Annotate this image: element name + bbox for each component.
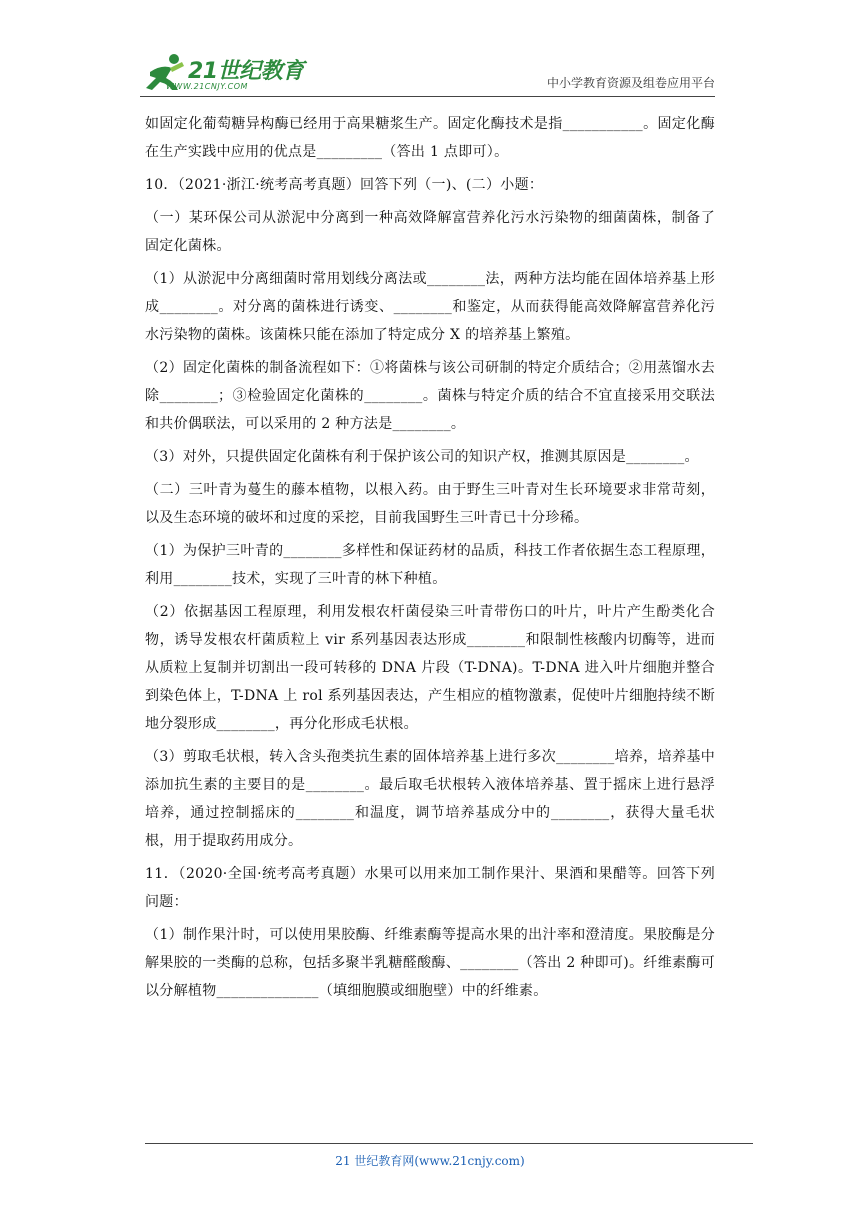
paragraph: （二）三叶青为蔓生的藤本植物，以根入药。由于野生三叶青对生长环境要求非常苛刻，以及生态环境的破坏和过度的采挖，目前我国野生三叶青已十分珍稀。: [145, 482, 715, 526]
logo-text: 21世纪教育: [188, 59, 304, 84]
header-title: 中小学教育资源及组卷应用平台: [546, 76, 715, 90]
paragraph: （2）固定化菌株的制备流程如下：①将菌株与该公司研制的特定介质结合；②用蒸馏水去除________；③检验固定化菌株的________。菌株与特定介质的结合不宜直接采用交联法和共价偶联法，可以采用的 2 种方法是________。: [145, 360, 715, 432]
paragraph: （1）为保护三叶青的________多样性和保证药材的品质，科技工作者依据生态工程原理，利用________技术，实现了三叶青的林下种植。: [145, 543, 715, 587]
footer-divider: [145, 1143, 753, 1144]
paragraph: （一）某环保公司从淤泥中分离到一种高效降解富营养化污水污染物的细菌菌株，制备了固定化菌株。: [145, 210, 715, 254]
paragraph: 如固定化葡萄糖异构酶已经用于高果糖浆生产。固定化酶技术是指___________。固定化酶在生产实践中应用的优点是_________（答出 1 点即可）。: [145, 116, 715, 160]
paragraph: （1）制作果汁时，可以使用果胶酶、纤维素酶等提高水果的出汁率和澄清度。果胶酶是分解果胶的一类酶的总称，包括多聚半乳糖醛酸酶、________（答出 2 种即可)。纤维素酶可以分解植物______________（填细胞膜或细胞壁）中的纤维素。: [145, 927, 715, 999]
header-divider: [140, 96, 715, 97]
logo-url: WWW.21CNJY.COM: [166, 82, 248, 91]
question-heading: 10．（2021·浙江·统考高考真题）回答下列（一)、(二）小题：: [145, 177, 544, 193]
paragraph: （3）对外，只提供固定化菌株有利于保护该公司的知识产权，推测其原因是________。: [145, 449, 699, 465]
document-body: [145, 110, 715, 1010]
footer-link[interactable]: 21 世纪教育网(www.21cnjy.com): [335, 1154, 525, 1168]
paragraph: （3）剪取毛状根，转入含头孢类抗生素的固体培养基上进行多次________培养，培养基中添加抗生素的主要目的是________。最后取毛状根转入液体培养基、置于摇床上进行悬浮培养，通过控制摇床的________和温度，调节培养基成分中的________，获得大量毛状根，用于提取药用成分。: [145, 749, 715, 849]
page-header: [140, 50, 715, 96]
paragraph: （2）依据基因工程原理，利用发根农杆菌侵染三叶青带伤口的叶片，叶片产生酚类化合物，诱导发根农杆菌质粒上 vir 系列基因表达形成________和限制性核酸内切酶等，进而从质粒上复制并切割出一段可转移的 DNA 片段（T-DNA)。T-DNA 进入叶片细胞并整合到染色体上，T-DNA 上 rol 系列基因表达，产生相应的植物激素，促使叶片细胞持续不断地分裂形成________，再分化形成毛状根。: [145, 604, 715, 732]
site-logo[interactable]: [140, 50, 310, 94]
question-heading: 11．（2020·全国·统考高考真题）水果可以用来加工制作果汁、果酒和果醋等。回答下列问题：: [145, 866, 715, 910]
paragraph: （1）从淤泥中分离细菌时常用划线分离法或________法，两种方法均能在固体培养基上形成________。对分离的菌株进行诱变、________和鉴定，从而获得能高效降解富营养化污水污染物的菌株。该菌株只能在添加了特定成分 X 的培养基上繁殖。: [145, 271, 715, 343]
